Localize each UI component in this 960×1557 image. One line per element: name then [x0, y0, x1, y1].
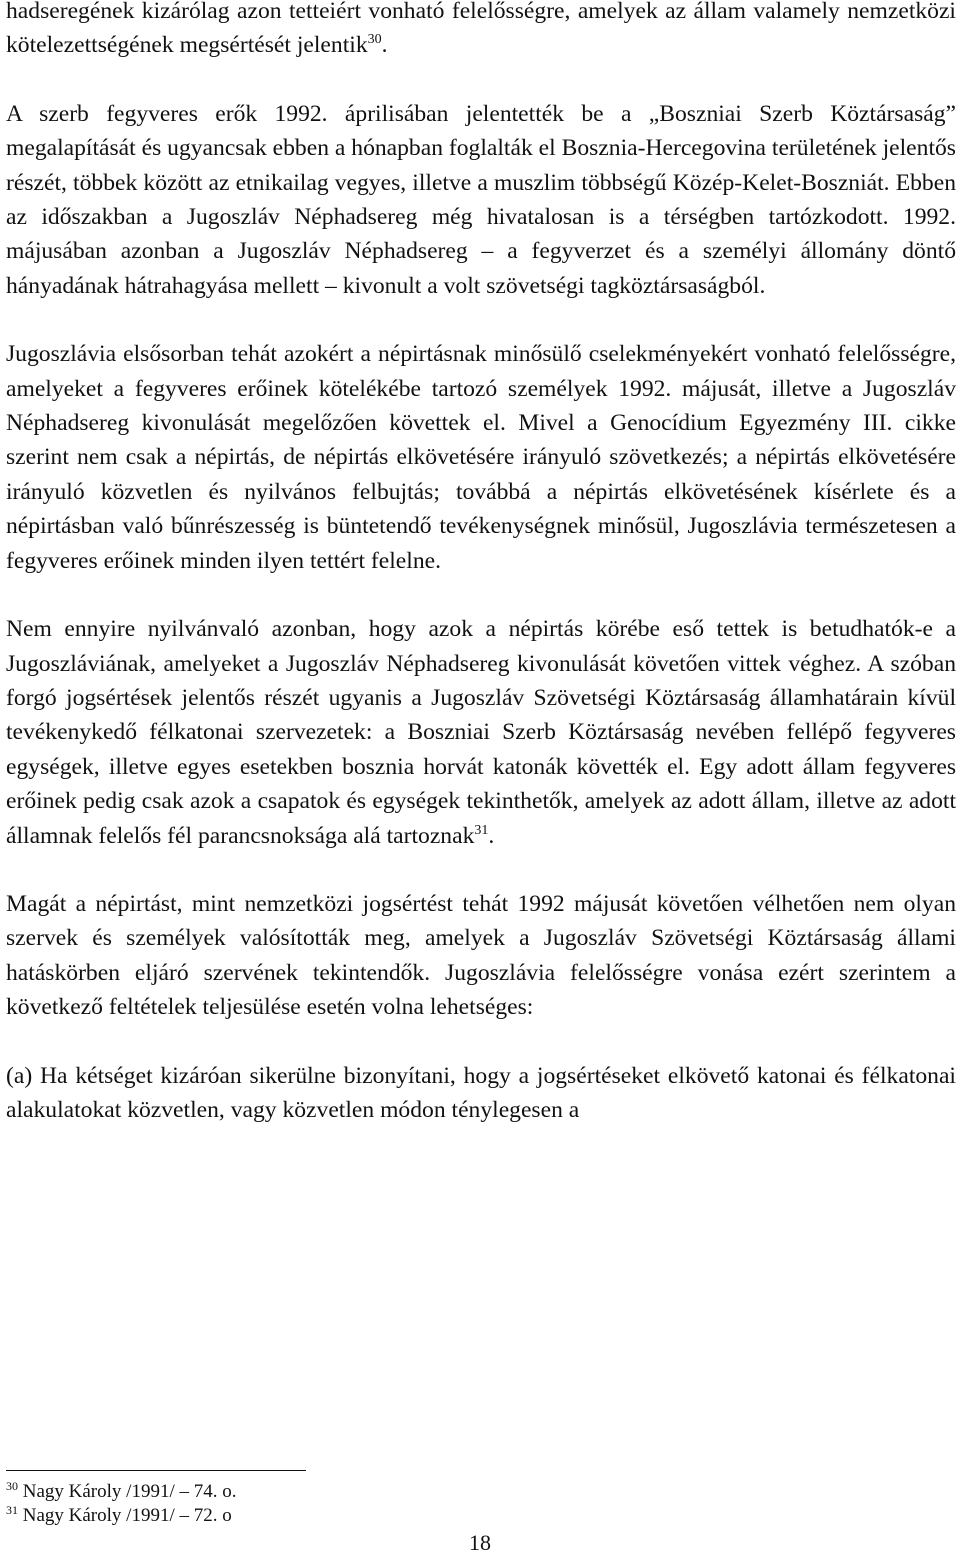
page-number: 18: [469, 1530, 491, 1555]
paragraph-punctuation: .: [381, 32, 388, 59]
footnotes: [6, 1480, 236, 1528]
footnote-number: 30: [6, 1479, 18, 1493]
paragraph-text: Nem ennyire nyilvánvaló azonban, hogy azok a népirtás körébe eső tettek is betudhatók-e a Jugoszláviának, amelyeket a Jugoszláv Néphadsereg kivonulását követően vittek véghez. A szóban forgó jogsértések jelentős részét ugyanis a Jugoszláv Szövetségi Köztársaság államhatárain kívül tevékenykedő félkatonai szervezetek: a Boszniai Szerb Köztársaság nevében fellépő fegyveres egységek, illetve egyes esetekben bosznia horvát katonák követték el. Egy adott állam fegyveres erőinek pedig csak azok a csapatok és egységek tekinthetők, amelyek az adott állam, illetve az adott államnak felelős fél parancsnoksága alá tartoznak: [6, 616, 956, 849]
paragraph-yugoslavia-liability: [6, 337, 956, 578]
footnote-text: Nagy Károly /1991/ – 74. o.: [22, 1481, 237, 1502]
footnote-separator: [6, 1470, 306, 1471]
document-body: [6, 0, 956, 1161]
footnote-text: Nagy Károly /1991/ – 72. o: [22, 1505, 232, 1526]
footnote-31: [6, 1504, 236, 1528]
paragraph-attribution-question: [6, 612, 956, 853]
paragraph-text: hadseregének kizárólag azon tetteiért vonható felelősségre, amelyek az állam valamely nemzetközi kötelezettségének megsértését jelentik: [6, 0, 956, 59]
paragraph-continuation: [6, 0, 956, 63]
paragraph-conditions: [6, 887, 956, 1025]
footnote-number: 31: [6, 1503, 18, 1517]
footnote-30: [6, 1480, 236, 1504]
paragraph-text: Magát a népirtást, mint nemzetközi jogsértést tehát 1992 májusát követően vélhetően nem olyan szervek és személyek valósították meg, amelyek a Jugoszláv Szövetségi Köztársaság állami hatáskörben eljáró szervének tekintendők. Jugoszlávia felelősségre vonása ezért szerintem a következő feltételek teljesülése esetén volna lehetséges:: [6, 890, 956, 1021]
footnote-ref-30[interactable]: 30: [367, 32, 382, 48]
paragraph-text: A szerb fegyveres erők 1992. áprilisában jelentették be a „Boszniai Szerb Köztársaság” megalapítását és ugyancsak ebben a hónapban foglalták el Bosznia-Hercegovina területének jelentős részét, többek között az etnikailag vegyes, illetve a muszlim többségű Közép-Kelet-Boszniát. Ebben az időszakban a Jugoszláv Néphadsereg még hivatalosan is a térségben tartózkodott. 1992. májusában azonban a Jugoszláv Néphadsereg – a fegyverzet és a személyi állomány döntő hányadának hátrahagyása mellett – kivonult a volt szövetségi tagköztársaságból.: [6, 100, 956, 299]
paragraph-text: Jugoszlávia elsősorban tehát azokért a népirtásnak minősülő cselekményekért vonható felelősségre, amelyeket a fegyveres erőinek kötelékébe tartozó személyek 1992. májusát, illetve a Jugoszláv Néphadsereg kivonulását megelőzően követtek el. Mivel a Genocídium Egyezmény III. cikke szerint nem csak a népirtás, de népirtás elkövetésére irányuló szövetkezés; a népirtás elkövetésére irányuló közvetlen és nyilvános felbujtás; továbbá a népirtás elkövetésének kísérlete és a népirtásban való bűnrészesség is büntetendő tevékenységnek minősül, Jugoszlávia természetesen a fegyveres erőinek minden ilyen tettért felelne.: [6, 341, 956, 574]
footnote-ref-31[interactable]: 31: [474, 822, 489, 838]
paragraph-punctuation: .: [488, 822, 495, 849]
paragraph-condition-a: [6, 1059, 956, 1128]
paragraph-text: (a) Ha kétséget kizáróan sikerülne bizonyítani, hogy a jogsértéseket elkövető katonai és félkatonai alakulatokat közvetlen, vagy közvetlen módon ténylegesen a: [6, 1062, 956, 1123]
paragraph-serb-forces: [6, 97, 956, 303]
